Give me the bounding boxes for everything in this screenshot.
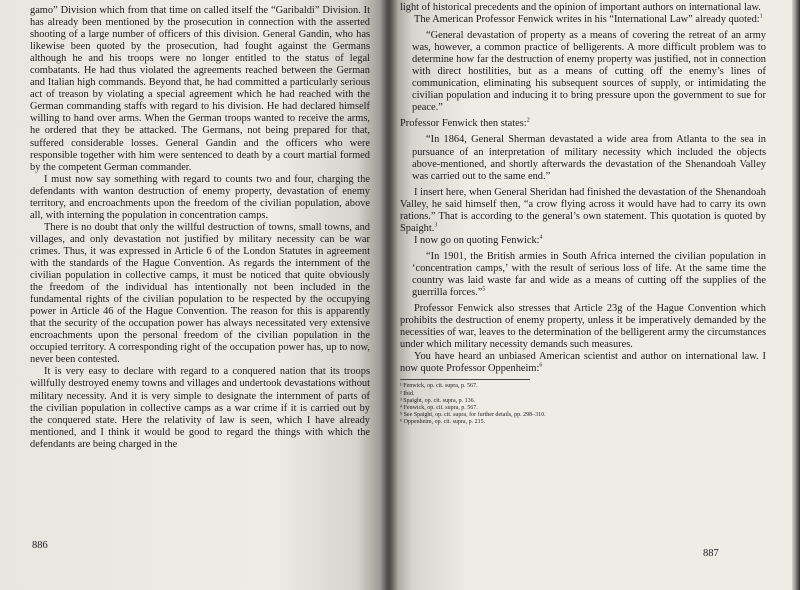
paragraph — [400, 14, 766, 26]
paragraph: There is no doubt that only the willful destruction of towns, small towns, and villages, and only devastation not justified by military necessity can be war crimes. Thus, it was expressed in Article 6 of the London Statutes in agreement with the standards of the Hague Convention. As regards the internment of the civilian population in collective camps, it must be noticed that quite obviously the freedom of the individual has intentionally not been included in the fundamental rights of the civilian population to be respected by the occupying power in Article 46 of the Hague Convention. The reason for this is apparently that the security of the occupation power has always necessitated very extensive encroachments upon the personal freedom of the civilian population in the occupied territory. A corresponding right of the occupation power has, up to now, never been contested. — [30, 221, 370, 366]
paragraph-text: I now go on quoting Fenwick: — [414, 234, 540, 246]
page-number: 886 — [32, 540, 48, 551]
left-page — [0, 0, 388, 590]
block-quote: “In 1864, General Sherman devastated a wide area from Atlanta to the sea in pursuance of an interpretation of military necessity which included the objects above-mentioned, and shortly afterwards the devastation of the Shenandoah Valley was carried out to the same end.” — [412, 134, 766, 182]
paragraph — [400, 118, 766, 130]
footnote: ⁶ Oppenheim, op. cit. supra, p. 215. — [400, 419, 486, 426]
footnote-ref: 4 — [539, 234, 543, 241]
footnote: ² Ibid. — [400, 390, 415, 397]
footnote-ref: 6 — [539, 362, 543, 369]
block-quote: “General devastation of property as a means of covering the retreat of an army was, however, a common practice of belligerents. A more difficult problem was to determine how far the destruction of enemy property was justified, not in connection with direct hostilities, but as a means of cutting off the enemy’s lines of communication, eliminating his subsequent sources of supply, or intimidating the civilian population and inducing it to bring pressure upon the government to sue for peace.” — [412, 30, 766, 114]
paragraph — [400, 187, 766, 235]
left-page-body — [30, 5, 370, 451]
paragraph — [400, 235, 766, 247]
paragraph: gamo” Division which from that time on called itself the “Garibaldi” Division. It has already been mentioned by the prosecution in connection with the asserted shooting of a large number of officers of this division. General Gandin, who has likewise been quoted by the prosecution, had fought against the Germans although he and his troops were no longer entitled to the status of legal combatants. He had thus violated the agreements reached between the German and Italian high commands. Beyond that, he had committed a particularly serious act of treason by violating a special agreement which he had reached with the German commanding staffs with regard to his division. He had declared himself willing to hand over arms. When the German troops wanted to receive the arms, he ordered that they be attacked. The Germans, not being prepared for that, suffered considerable losses. General Gandin and the officers who were responsible together with him were sentenced to death by a court martial formed by the competent German commander. — [30, 5, 370, 173]
book-gutter — [380, 0, 398, 590]
block-quote — [412, 251, 766, 299]
paragraph: It is very easy to declare with regard to a conquered nation that its troops willfully destroyed enemy towns and villages and undertook devastations without military necessity. And it is very simple to designate the internment of parts of the civilian population in collective camps as a war crime if it is carried out by the conquered state. Here the relativity of law is seen, which I have already mentioned, and I think it would be good to regard the things with which the defendants are being charged in the — [30, 366, 370, 450]
paragraph: Professor Fenwick also stresses that Article 23g of the Hague Convention which prohibits the destruction of enemy property, unless it be imperatively demanded by the necessities of war, leaves to the determination of the belligerent army the circumstances under which military necessity demands such measures. — [400, 303, 766, 351]
paragraph-text: I insert here, when General Sheridan had finished the devastation of the Shenandoah Valley, he said himself then, “a crow flying across it would have had to carry its own rations.” That is according to the general’s own statement. This quotation is quoted by Spaight. — [400, 186, 766, 234]
paragraph-text: The American Professor Fenwick writes in his “International Law” already quoted: — [414, 14, 760, 26]
footnote-ref: 5 — [482, 286, 486, 293]
paragraph: I must now say something with regard to counts two and four, charging the defendants with wanton destruction of enemy property, devastation of enemy territory, and encroachments upon the freedom of the civilian population, above all, with interning the population in concentration camps. — [30, 173, 370, 221]
footnote: ³ Spaight, op. cit. supra, p. 136. — [400, 397, 476, 404]
right-page-body — [400, 2, 766, 427]
footnote: ⁵ See Spaight, op. cit. supra, for further details, pp. 298–310. — [400, 412, 546, 419]
footnote: ⁴ Fenwick, op. cit. supra, p. 567. — [400, 404, 478, 411]
page-number: 887 — [703, 548, 719, 559]
page-edge — [792, 0, 800, 590]
footnote: ¹ Fenwick, op. cit. supra, p. 567. — [400, 383, 478, 390]
paragraph-text: Professor Fenwick then states: — [400, 118, 527, 130]
paragraph — [400, 351, 766, 375]
footnote-ref: 3 — [434, 222, 438, 229]
right-page — [388, 0, 793, 590]
quote-text: “In 1901, the British armies in South Africa interned the civilian population in ‘concentration camps,’ with the result of serious loss of life. At the same time the country was laid waste far and wide as a means of cutting off the supplies of the guerrilla forces.” — [412, 250, 766, 299]
paragraph-text: You have heard an unbiased American scientist and author on international law. I now quote Professor Oppenheim: — [400, 351, 766, 375]
footnote-ref: 1 — [759, 13, 763, 20]
footnote-ref: 2 — [526, 117, 530, 124]
paragraph: light of historical precedents and the opinion of important authors on international law. — [400, 2, 761, 13]
